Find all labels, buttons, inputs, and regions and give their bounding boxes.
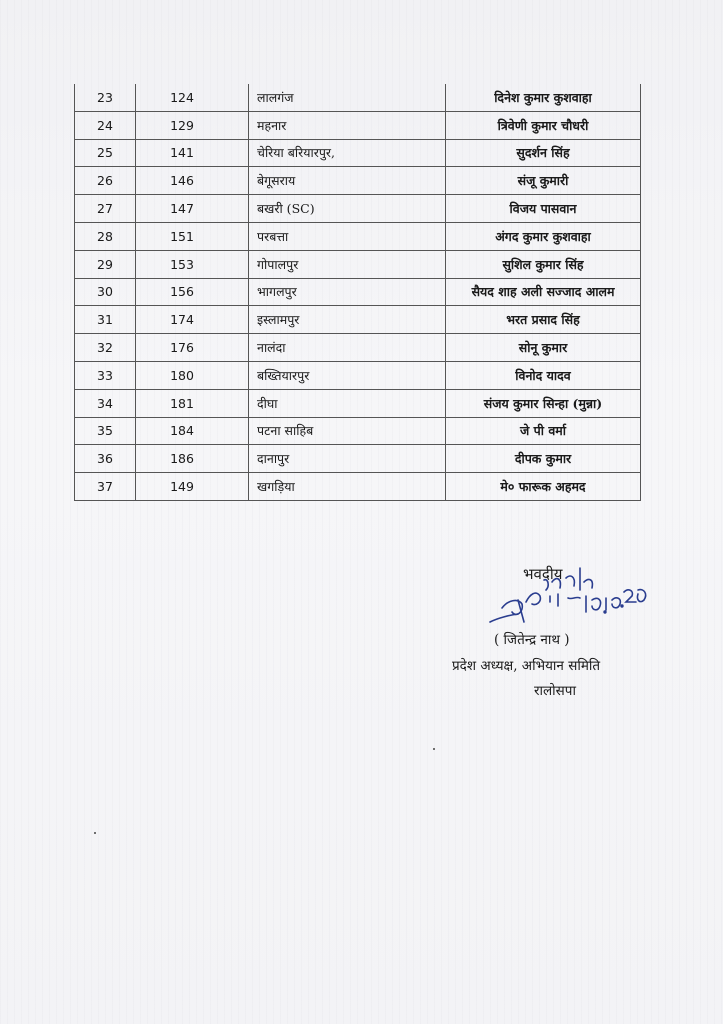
constituency-code-cell: 184 [136, 417, 249, 445]
candidate-name-cell: त्रिवेणी कुमार चौधरी [446, 111, 641, 139]
constituency-name-cell: नालंदा [249, 334, 446, 362]
table-row [75, 278, 641, 306]
constituency-name-cell: बेगूसराय [249, 167, 446, 195]
constituency-code-cell: 129 [136, 111, 249, 139]
constituency-name-cell: लालगंज [249, 84, 446, 111]
candidate-name-cell: जे पी वर्मा [446, 417, 641, 445]
constituency-name-cell: दीघा [249, 389, 446, 417]
serial-number-cell: 29 [75, 250, 136, 278]
serial-number-cell: 37 [75, 473, 136, 501]
constituency-name-cell: इस्लामपुर [249, 306, 446, 334]
serial-number-cell: 24 [75, 111, 136, 139]
table-row [75, 417, 641, 445]
constituency-code-cell: 141 [136, 139, 249, 167]
candidate-name-cell: विजय पासवान [446, 195, 641, 223]
serial-number-cell: 36 [75, 445, 136, 473]
constituency-code-cell: 156 [136, 278, 249, 306]
candidate-name-cell: संजू कुमारी [446, 167, 641, 195]
constituency-code-cell: 151 [136, 222, 249, 250]
table-row [75, 84, 641, 111]
constituency-code-cell: 174 [136, 306, 249, 334]
constituency-name-cell: दानापुर [249, 445, 446, 473]
constituency-name-cell: खगड़िया [249, 473, 446, 501]
scan-speck [433, 748, 435, 750]
table-row [75, 306, 641, 334]
party-name: रालोसपा [534, 683, 576, 699]
constituency-name-cell: बख्तियारपुर [249, 361, 446, 389]
candidate-table-body [75, 84, 641, 500]
constituency-code-cell: 181 [136, 389, 249, 417]
serial-number-cell: 23 [75, 84, 136, 111]
constituency-code-cell: 176 [136, 334, 249, 362]
candidate-name-cell: दिनेश कुमार कुशवाहा [446, 84, 641, 111]
constituency-name-cell: परबत्ता [249, 222, 446, 250]
table-row [75, 361, 641, 389]
constituency-code-cell: 149 [136, 473, 249, 501]
serial-number-cell: 30 [75, 278, 136, 306]
table-row [75, 222, 641, 250]
serial-number-cell: 26 [75, 167, 136, 195]
table-row [75, 167, 641, 195]
table-row [75, 139, 641, 167]
constituency-name-cell: गोपालपुर [249, 250, 446, 278]
constituency-code-cell: 180 [136, 361, 249, 389]
constituency-code-cell: 146 [136, 167, 249, 195]
table-row [75, 473, 641, 501]
salutation: भवदीय [523, 565, 563, 583]
signatory-name: ( जितेन्द्र नाथ ) [494, 632, 570, 648]
serial-number-cell: 34 [75, 389, 136, 417]
candidate-name-cell: सुशिल कुमार सिंह [446, 250, 641, 278]
constituency-name-cell: चेरिया बरियारपुर, [249, 139, 446, 167]
serial-number-cell: 25 [75, 139, 136, 167]
serial-number-cell: 35 [75, 417, 136, 445]
serial-number-cell: 27 [75, 195, 136, 223]
candidate-name-cell: विनोद यादव [446, 361, 641, 389]
table-row [75, 389, 641, 417]
signatory-designation: प्रदेश अध्यक्ष, अभियान समिति [452, 658, 601, 674]
constituency-name-cell: भागलपुर [249, 278, 446, 306]
candidate-name-cell: मे० फारूक अहमद [446, 473, 641, 501]
table-row [75, 250, 641, 278]
constituency-name-cell: पटना साहिब [249, 417, 446, 445]
constituency-code-cell: 186 [136, 445, 249, 473]
table-row [75, 111, 641, 139]
candidate-table [74, 84, 641, 501]
serial-number-cell: 32 [75, 334, 136, 362]
table-row [75, 195, 641, 223]
candidate-name-cell: संजय कुमार सिन्हा (मुन्ना) [446, 389, 641, 417]
candidate-name-cell: सैयद शाह अली सज्जाद आलम [446, 278, 641, 306]
candidate-name-cell: दीपक कुमार [446, 445, 641, 473]
constituency-name-cell: बखरी (SC) [249, 195, 446, 223]
candidate-name-cell: भरत प्रसाद सिंह [446, 306, 641, 334]
scan-speck [94, 832, 96, 834]
constituency-code-cell: 124 [136, 84, 249, 111]
constituency-code-cell: 153 [136, 250, 249, 278]
table-row [75, 445, 641, 473]
candidate-name-cell: सुदर्शन सिंह [446, 139, 641, 167]
serial-number-cell: 31 [75, 306, 136, 334]
serial-number-cell: 28 [75, 222, 136, 250]
table-row [75, 334, 641, 362]
candidate-name-cell: सोनू कुमार [446, 334, 641, 362]
constituency-name-cell: महनार [249, 111, 446, 139]
constituency-code-cell: 147 [136, 195, 249, 223]
serial-number-cell: 33 [75, 361, 136, 389]
handwritten-signature [488, 560, 663, 630]
candidate-name-cell: अंगद कुमार कुशवाहा [446, 222, 641, 250]
